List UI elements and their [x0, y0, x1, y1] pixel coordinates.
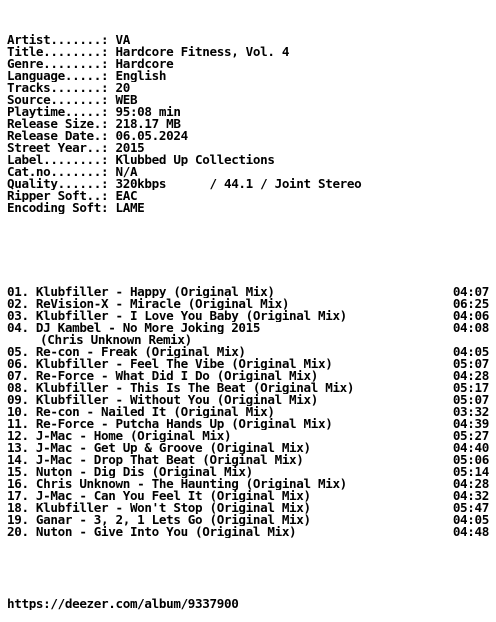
track-duration: 04:39	[452, 416, 489, 431]
track-row	[7, 418, 489, 430]
track-title: 19. Ganar - 3, 2, 1 Lets Go (Original Mix)	[7, 514, 311, 526]
track-title: 07. Re-Force - What Did I Do (Original Mix)	[7, 370, 318, 382]
metadata-label: Street Year..:	[7, 142, 116, 154]
metadata-row	[7, 94, 489, 106]
metadata-row	[7, 106, 489, 118]
metadata-row	[7, 46, 489, 58]
metadata-row	[7, 190, 489, 202]
track-title: 18. Klubfiller - Won't Stop (Original Mix)	[7, 502, 311, 514]
metadata-value: 218.17 MB	[115, 118, 181, 130]
track-duration: 04:07	[452, 284, 489, 299]
spacer	[7, 562, 489, 574]
track-row	[7, 466, 489, 478]
track-title: 03. Klubfiller - I Love You Baby (Original Mix)	[7, 310, 347, 322]
track-row	[7, 286, 489, 298]
track-title: 10. Re-con - Nailed It (Original Mix)	[7, 406, 275, 418]
track-row	[7, 370, 489, 382]
track-duration: 03:32	[452, 404, 489, 419]
metadata-row	[7, 118, 489, 130]
metadata-label: Source.......:	[7, 94, 116, 106]
track-title: 17. J-Mac - Can You Feel It (Original Mix)	[7, 490, 311, 502]
metadata-value: 2015	[115, 142, 145, 154]
metadata-value: Klubbed Up Collections	[115, 154, 275, 166]
metadata-label: Title........:	[7, 46, 116, 58]
album-url[interactable]: https://deezer.com/album/9337900	[7, 598, 239, 610]
metadata-label: Quality......:	[7, 178, 116, 190]
track-duration: 04:06	[452, 308, 489, 323]
metadata-block	[7, 34, 489, 214]
track-row	[7, 310, 489, 322]
metadata-row	[7, 178, 489, 190]
metadata-label: Tracks.......:	[7, 82, 116, 94]
track-duration: 05:07	[452, 392, 489, 407]
track-row	[7, 382, 489, 394]
track-duration: 05:07	[452, 356, 489, 371]
metadata-value: 320kbps / 44.1 / Joint Stereo	[115, 178, 362, 190]
metadata-label: Genre........:	[7, 58, 116, 70]
tracklist	[7, 286, 489, 538]
track-duration: 04:08	[452, 320, 489, 335]
metadata-row	[7, 82, 489, 94]
track-title: 11. Re-Force - Putcha Hands Up (Original Mix)	[7, 418, 333, 430]
track-title: 20. Nuton - Give Into You (Original Mix)	[7, 526, 297, 538]
track-title: 14. J-Mac - Drop That Beat (Original Mix)	[7, 454, 304, 466]
track-row	[7, 526, 489, 538]
metadata-value: 06.05.2024	[115, 130, 188, 142]
track-row	[7, 394, 489, 406]
track-row	[7, 478, 489, 490]
metadata-row	[7, 142, 489, 154]
track-title: 06. Klubfiller - Feel The Vibe (Original Mix)	[7, 358, 333, 370]
metadata-value: LAME	[115, 202, 145, 214]
metadata-row	[7, 130, 489, 142]
track-row	[7, 406, 489, 418]
track-duration: 04:28	[452, 476, 489, 491]
track-title: 13. J-Mac - Get Up & Groove (Original Mix)	[7, 442, 311, 454]
metadata-label: Label........:	[7, 154, 116, 166]
track-title: 16. Chris Unknown - The Haunting (Original Mix)	[7, 478, 347, 490]
track-duration: 05:17	[452, 380, 489, 395]
metadata-row	[7, 58, 489, 70]
metadata-label: Artist.......:	[7, 34, 116, 46]
metadata-value: Hardcore	[115, 58, 174, 70]
track-title: 12. J-Mac - Home (Original Mix)	[7, 430, 232, 442]
spacer	[7, 238, 489, 262]
metadata-value: 20	[115, 82, 130, 94]
release-info	[7, 10, 489, 622]
metadata-row	[7, 70, 489, 82]
metadata-row	[7, 34, 489, 46]
track-row	[7, 358, 489, 370]
track-row	[7, 514, 489, 526]
track-duration: 04:05	[452, 512, 489, 527]
metadata-value: Hardcore Fitness, Vol. 4	[115, 46, 290, 58]
track-duration: 05:06	[452, 452, 489, 467]
metadata-value: VA	[115, 34, 130, 46]
metadata-label: Playtime.....:	[7, 106, 116, 118]
track-row	[7, 490, 489, 502]
metadata-label: Cat.no.......:	[7, 166, 116, 178]
track-duration: 04:05	[452, 344, 489, 359]
track-duration: 04:28	[452, 368, 489, 383]
track-title: 01. Klubfiller - Happy (Original Mix)	[7, 286, 275, 298]
metadata-label: Release Size.:	[7, 118, 116, 130]
metadata-label: Ripper Soft..:	[7, 190, 116, 202]
track-title: 09. Klubfiller - Without You (Original Mix)	[7, 394, 318, 406]
metadata-value: 95:08 min	[115, 106, 181, 118]
track-duration: 04:32	[452, 488, 489, 503]
metadata-label: Release Date.:	[7, 130, 116, 142]
metadata-value: WEB	[115, 94, 138, 106]
metadata-row	[7, 202, 489, 214]
track-title-continuation: (Chris Unknown Remix)	[40, 332, 192, 347]
track-title: 15. Nuton - Dig Dis (Original Mix)	[7, 466, 253, 478]
track-duration: 06:25	[452, 296, 489, 311]
track-duration: 05:27	[452, 428, 489, 443]
track-duration: 05:14	[452, 464, 489, 479]
track-row	[7, 346, 489, 358]
track-row	[7, 430, 489, 442]
track-row	[7, 454, 489, 466]
track-duration: 04:40	[452, 440, 489, 455]
track-row	[7, 442, 489, 454]
metadata-row	[7, 154, 489, 166]
track-title: 02. ReVision-X - Miracle (Original Mix)	[7, 298, 290, 310]
track-title: 08. Klubfiller - This Is The Beat (Original Mix)	[7, 382, 355, 394]
metadata-value: N/A	[115, 166, 138, 178]
metadata-label: Language.....:	[7, 70, 116, 82]
metadata-value: EAC	[115, 190, 138, 202]
track-duration: 05:47	[452, 500, 489, 515]
track-row	[7, 298, 489, 310]
track-duration: 04:48	[452, 524, 489, 539]
track-title: 04. DJ Kambel - No More Joking 2015	[7, 322, 261, 334]
track-title: 05. Re-con - Freak (Original Mix)	[7, 346, 246, 358]
metadata-value: English	[115, 70, 167, 82]
metadata-row	[7, 166, 489, 178]
metadata-label: Encoding Soft:	[7, 202, 116, 214]
